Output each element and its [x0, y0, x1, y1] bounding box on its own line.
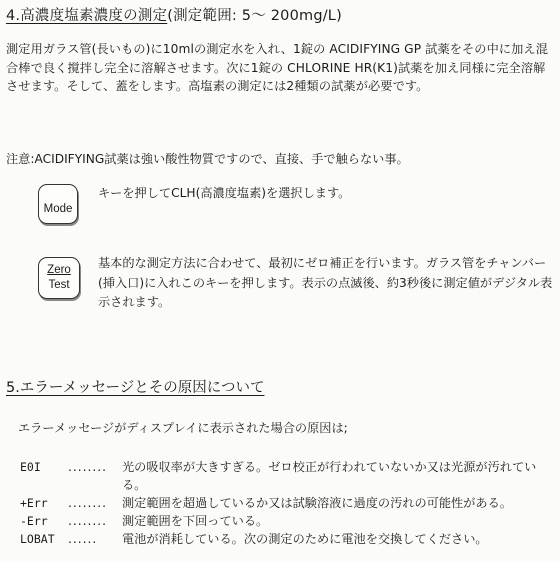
error-list [20, 458, 556, 548]
mode-key-description: キーを押してCLH(高濃度塩素)を選択します。 [98, 186, 351, 200]
error-row [20, 494, 556, 512]
error-leader: ...... [68, 532, 98, 546]
error-description: 測定範囲を下回っている。 [122, 514, 269, 528]
instructions-paragraph: 測定用ガラス管(長いもの)に10mlの測定水を入れ、1錠の ACIDIFYING GP 試薬をその中に加え混合棒で良く撹拌し完全に溶解させます。次に1錠の CHLORINE HR(K1)試薬を加え同様に完全溶解させます。そして、蓋をします。高塩素の測定には2種類の試薬が必要です。 [6, 42, 549, 93]
caution-note: 注意:ACIDIFYING試薬は強い酸性物質ですので、直接、手で触らない事。 [6, 152, 409, 166]
error-row [20, 512, 556, 530]
error-code: LOBAT [20, 532, 55, 546]
error-leader: ........ [68, 460, 107, 474]
error-leader: ........ [68, 496, 107, 510]
section-5-title: 5.エラーメッセージとその原因について [6, 380, 265, 396]
error-intro: エラーメッセージがディスプレイに表示された場合の原因は; [18, 421, 348, 435]
error-code: E0I [20, 460, 41, 474]
zero-key-label: Zero [47, 264, 71, 276]
error-leader: ........ [68, 514, 107, 528]
mode-key-icon [38, 184, 78, 224]
error-row [20, 530, 556, 548]
section-4-title: 4.高濃度塩素濃度の測定 [6, 8, 168, 24]
mode-key-label: Mode [43, 202, 73, 215]
measurement-range: (測定範囲: 5〜 200mg/L) [167, 8, 342, 24]
zero-test-key-icon [38, 257, 80, 299]
error-row [20, 458, 556, 494]
zero-test-key-description: 基本的な測定方法に合わせて、最初にゼロ補正を行います。ガラス管をチャンバー(挿入口)に入れこのキーを押します。表示の点滅後、約3秒後に測定値がデジタル表示されます。 [98, 256, 553, 309]
error-description: 測定範囲を超過しているか又は試験溶液に過度の汚れの可能性がある。 [122, 496, 512, 510]
error-description: 電池が消耗している。次の測定のために電池を交換してください。 [122, 532, 488, 546]
error-code: -Err [20, 514, 48, 528]
section-5-heading [6, 376, 264, 397]
test-key-label: Test [48, 279, 70, 291]
error-description: 光の吸収率が大きすぎる。ゼロ校正が行われていないか又は光源が汚れている。 [122, 460, 537, 492]
section-4-heading [6, 4, 342, 25]
error-code: +Err [20, 496, 48, 510]
